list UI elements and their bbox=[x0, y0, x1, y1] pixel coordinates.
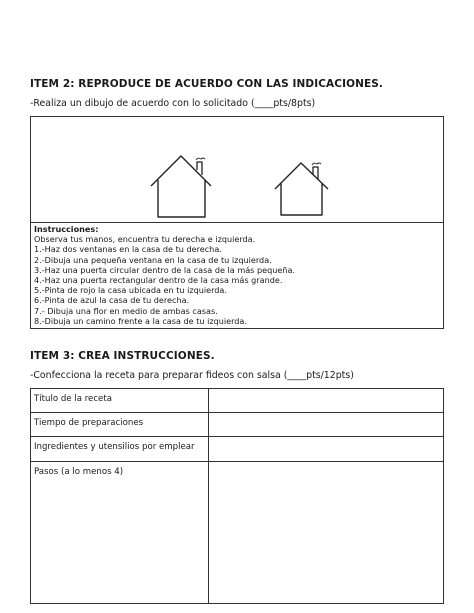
small-house-drawing bbox=[273, 161, 331, 217]
row-label: Tiempo de preparaciones bbox=[31, 413, 209, 437]
large-house-drawing bbox=[149, 154, 213, 220]
table-row bbox=[31, 389, 444, 413]
item3-subtitle: -Confecciona la receta para preparar fideos con salsa (____pts/12pts) bbox=[30, 370, 354, 381]
answer-cell[interactable] bbox=[209, 413, 444, 437]
row-label: Ingredientes y utensilios por emplear bbox=[31, 437, 209, 462]
answer-cell[interactable] bbox=[209, 437, 444, 462]
instruction-line: 4.-Haz una puerta rectangular dentro de la casa más grande. bbox=[34, 275, 283, 286]
instruction-line: 3.-Haz una puerta circular dentro de la casa de la más pequeña. bbox=[34, 264, 295, 275]
row-label: Título de la receta bbox=[31, 389, 209, 413]
item2-subtitle: -Realiza un dibujo de acuerdo con lo solicitado (____pts/8pts) bbox=[30, 98, 316, 109]
instructions-title: Instrucciones: bbox=[34, 224, 99, 234]
recipe-table bbox=[30, 388, 444, 604]
item3-heading: ITEM 3: CREA INSTRUCCIONES. bbox=[30, 350, 215, 362]
item2-heading: ITEM 2: REPRODUCE DE ACUERDO CON LAS INDICACIONES. bbox=[30, 78, 384, 90]
table-row bbox=[31, 462, 444, 604]
instruction-line: 1.-Haz dos ventanas en la casa de tu derecha. bbox=[34, 244, 222, 255]
instructions-block bbox=[34, 224, 295, 326]
instruction-line: 2.-Dibuja una pequeña ventana en la casa de tu izquierda. bbox=[34, 254, 272, 265]
answer-cell[interactable] bbox=[209, 389, 444, 413]
instruction-line: 7.- Dibuja una flor en medio de ambas casas. bbox=[34, 305, 218, 316]
table-row bbox=[31, 437, 444, 462]
instruction-line: Observa tus manos, encuentra tu derecha e izquierda. bbox=[34, 234, 256, 245]
row-label: Pasos (a lo menos 4) bbox=[31, 462, 209, 604]
instruction-line: 6.-Pinta de azul la casa de tu derecha. bbox=[34, 295, 190, 306]
instruction-line: 5.-Pinta de rojo la casa ubicada en tu izquierda. bbox=[34, 285, 227, 296]
drawing-box bbox=[30, 116, 444, 329]
table-row bbox=[31, 413, 444, 437]
instruction-line: 8.-Dibuja un camino frente a la casa de tu izquierda. bbox=[34, 315, 247, 326]
instructions-divider bbox=[31, 222, 443, 223]
answer-cell[interactable] bbox=[209, 462, 444, 604]
